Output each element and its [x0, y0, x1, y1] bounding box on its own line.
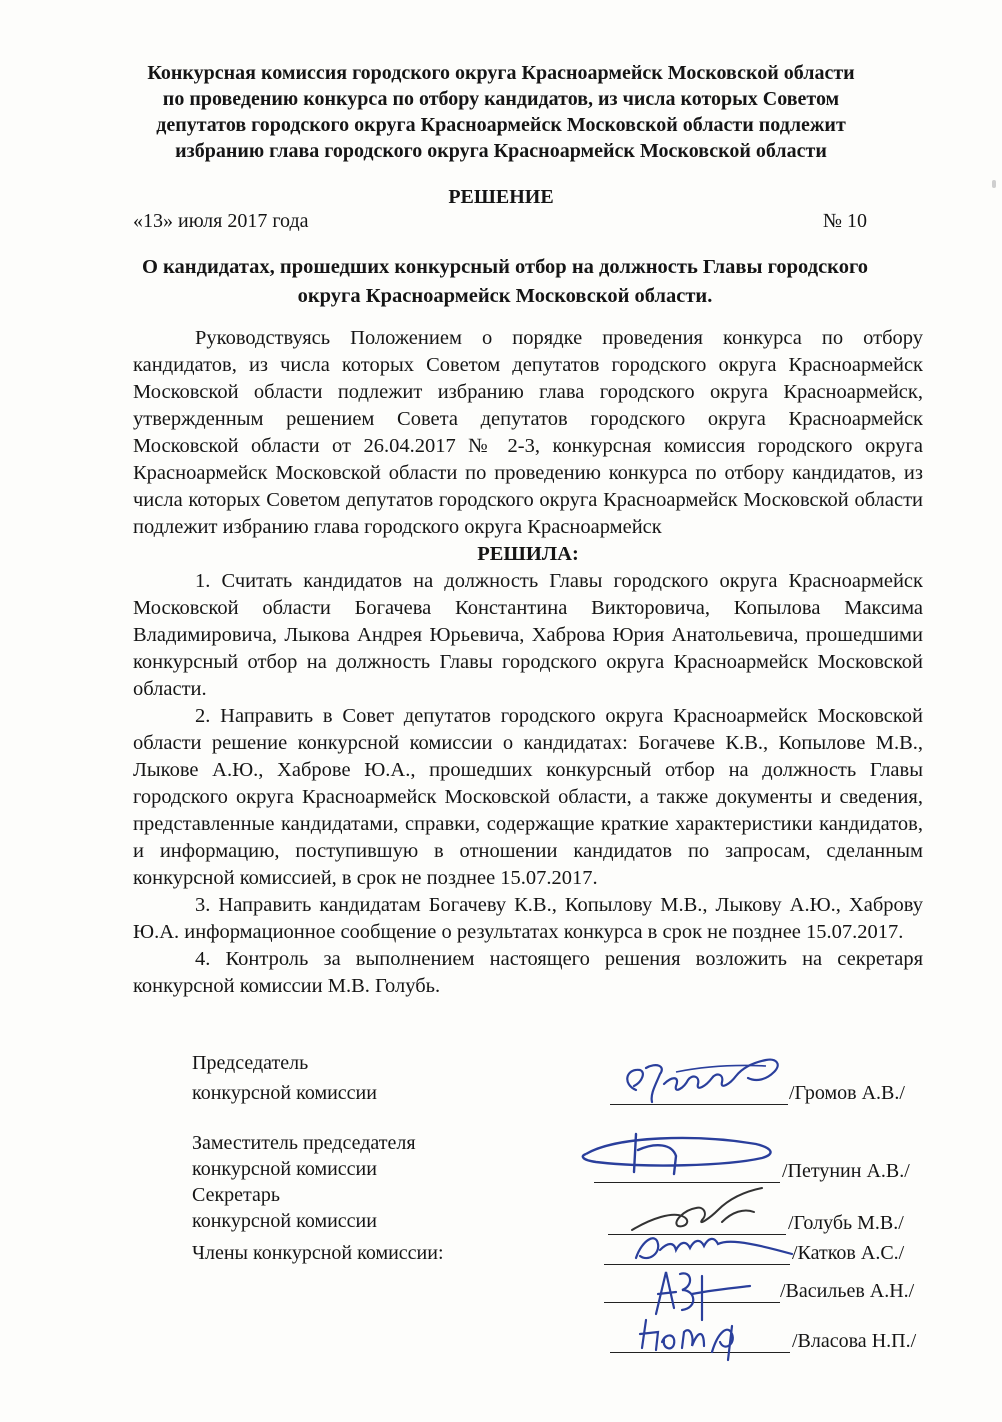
decision-number: № 10 — [822, 210, 867, 232]
member-name-vlasova: /Власова Н.П./ — [792, 1330, 917, 1352]
secretary-role-title: Секретарь — [192, 1184, 281, 1206]
commission-header — [110, 60, 892, 164]
subject-line: округа Красноармейск Московской области. — [297, 285, 713, 307]
deputy-signature-image — [576, 1120, 786, 1184]
subject-line: О кандидатах, прошедших конкурсный отбор на должность Главы городского — [141, 256, 869, 278]
members-role-title: Члены конкурсной комиссии: — [192, 1242, 444, 1264]
decision-date: «13» июля 2017 года — [133, 210, 309, 232]
chair-role-title: Председатель — [192, 1052, 309, 1074]
resolved-label: РЕШИЛА: — [477, 543, 579, 565]
member-katkov-signature-image — [622, 1224, 802, 1268]
signature-row-deputy — [192, 1130, 932, 1186]
decision-body — [133, 325, 923, 1000]
signature-row-secretary — [192, 1182, 932, 1238]
member-vlasova-signature-image — [632, 1312, 762, 1362]
member-name-katkov: /Катков А.С./ — [792, 1242, 905, 1264]
chair-role-subtitle: конкурсной комиссии — [192, 1082, 377, 1104]
decision-title: РЕШЕНИЕ — [448, 186, 554, 208]
preamble-paragraph: Руководствуясь Положением о порядке проведения конкурса по отбору кандидатов, из числа которых Советом депутатов городского округа Красноармейск Московской области подлежит избранию глава городского округа Красноармейск, утвержденным решением Совета депутатов городского округа Красноармейск Московской области от 26.04.2017 № 2-3, конкурсная комиссия городского округа Красноармейск Московской области по проведению конкурса по отбору кандидатов, из числа которых Советом депутатов городского округа Красноармейск Московской области подлежит избранию глава городского округа Красноармейск — [133, 327, 923, 538]
resolution-item: 3. Направить кандидатам Богачеву К.В., Копылову М.В., Лыкову А.Ю., Хаброву Ю.А. информационное сообщение о результатах конкурса в срок не позднее 15.07.2017. — [133, 894, 923, 943]
header-line: избранию глава городского округа Красноармейск Московской области — [175, 140, 827, 162]
resolution-item: 2. Направить в Совет депутатов городского округа Красноармейск Московской области решение конкурсной комиссии о кандидатах: Богачеве К.В., Копылове М.В., Лыкове А.Ю., Хаброве Ю.А., прошедших конкурсный отбор на должность Главы городского округа Красноармейск Московской области, а также документы и сведения, представленные кандидатами, справки, содержащие краткие характеристики кандидатов, и информацию, поступившую в отношении кандидатов по запросам, сделанным конкурсной комиссией, в срок не позднее 15.07.2017. — [133, 705, 923, 889]
resolution-item: 4. Контроль за выполнением настоящего решения возложить на секретаря конкурсной комиссии М.В. Голубь. — [133, 948, 923, 997]
member-name-vasiliev: /Васильев А.Н./ — [780, 1280, 915, 1302]
deputy-role-subtitle: конкурсной комиссии — [192, 1158, 377, 1180]
decision-subject — [120, 253, 890, 311]
resolution-item: 1. Считать кандидатов на должность Главы городского округа Красноармейск Московской области Богачева Константина Викторовича, Копылова Максима Владимировича, Лыкова Андрея Юрьевича, Хаброва Юрия Анатольевича, прошедшими конкурсный отбор на должность Главы городского округа Красноармейск Московской области. — [133, 570, 923, 700]
signature-row-chair — [192, 1050, 932, 1106]
secretary-role-subtitle: конкурсной комиссии — [192, 1210, 377, 1232]
secretary-name: /Голубь М.В./ — [788, 1212, 904, 1234]
header-line: Конкурсная комиссия городского округа Красноармейск Московской области — [147, 62, 855, 84]
header-line: депутатов городского округа Красноармейск Московской области подлежит — [156, 114, 846, 136]
deputy-role-title: Заместитель председателя — [192, 1132, 416, 1154]
deputy-name: /Петунин А.В./ — [782, 1160, 910, 1182]
chair-signature-image — [616, 1054, 796, 1110]
scan-speck — [992, 180, 996, 188]
signature-row-members — [192, 1240, 932, 1390]
header-line: по проведению конкурса по отбору кандидатов, из числа которых Советом — [162, 88, 840, 110]
date-row — [133, 210, 867, 233]
chair-name: /Громов А.В./ — [789, 1082, 905, 1104]
